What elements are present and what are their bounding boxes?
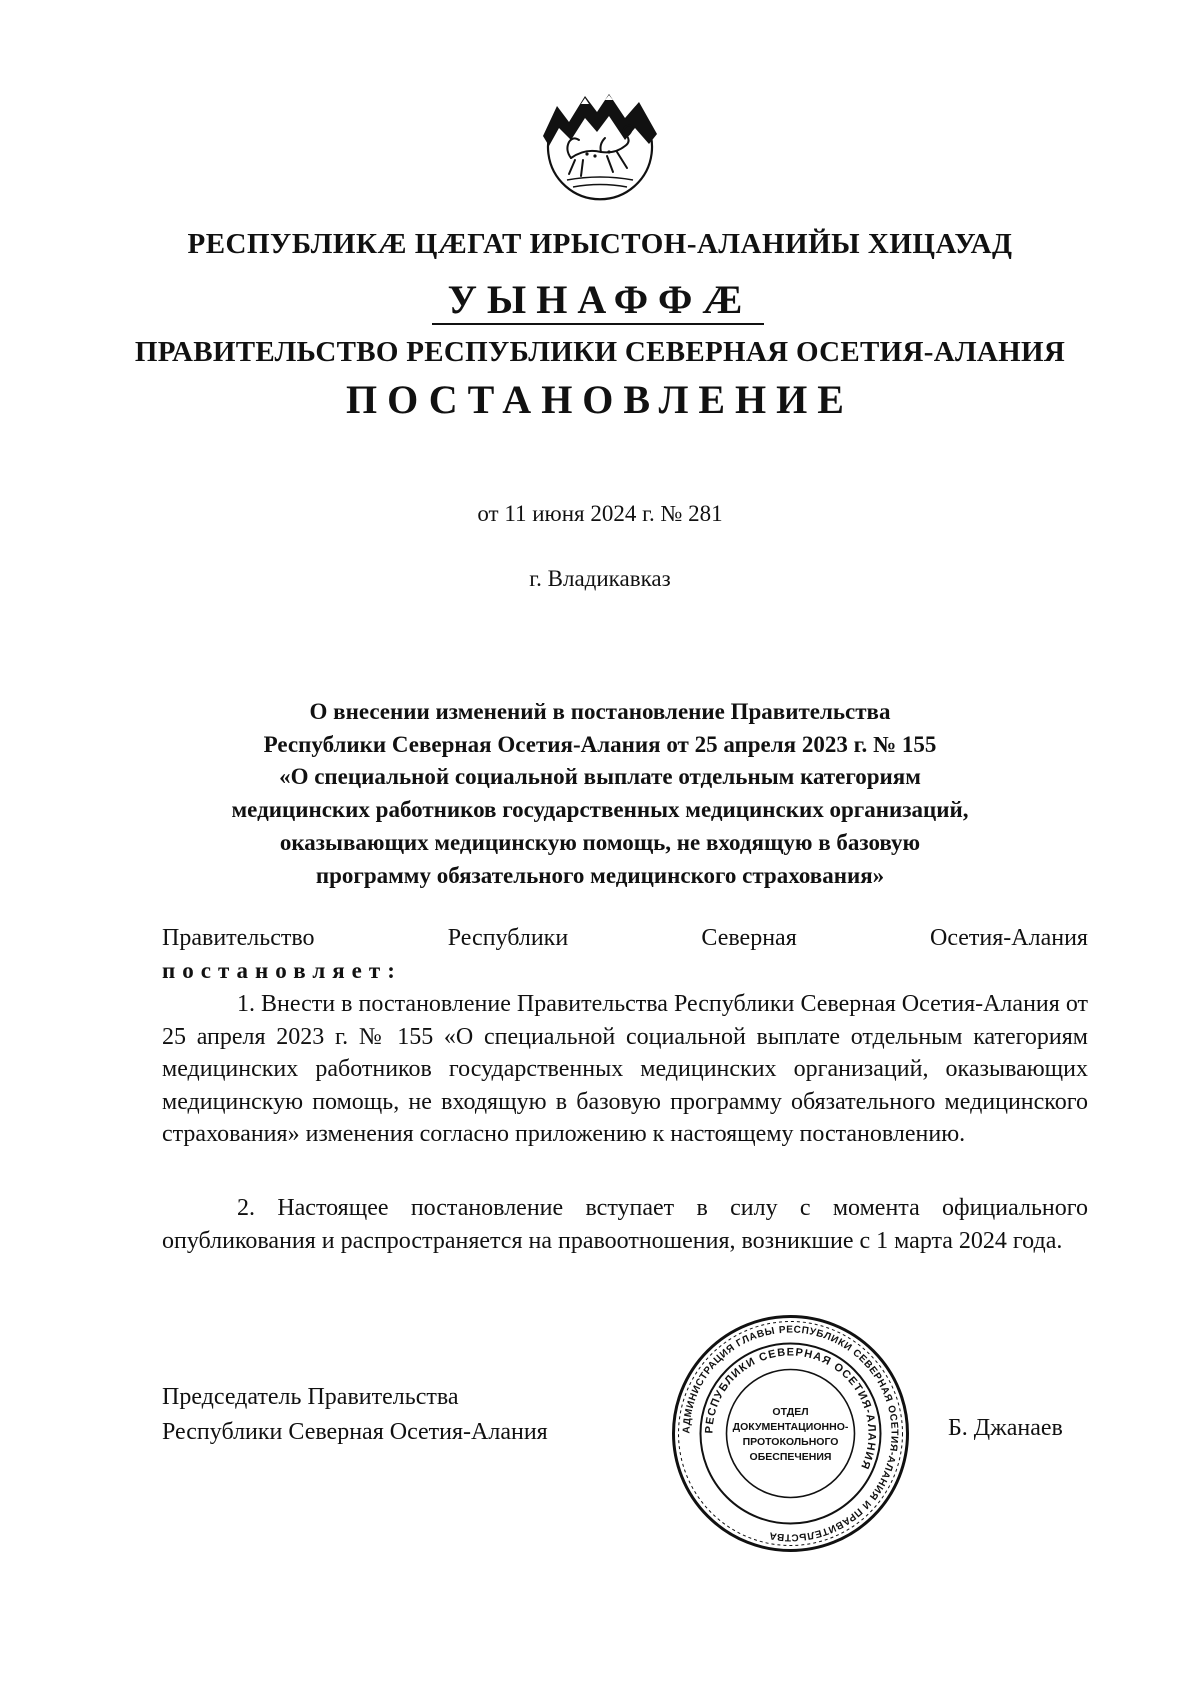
subject-line: оказывающих медицинскую помощь, не входящую в базовую [279, 829, 921, 855]
stamp-center-line: ПРОТОКОЛЬНОГО [742, 1436, 839, 1448]
document-subject [150, 696, 1050, 892]
signatory-name: Б. Джанаев [948, 1415, 1063, 1441]
preamble-word: Северная [701, 925, 797, 951]
stamp-outer-ring-text: АДМИНИСТРАЦИЯ ГЛАВЫ РЕСПУБЛИКИ СЕВЕРНАЯ ОСЕТИЯ-АЛАНИЯ И ПРАВИТЕЛЬСТВА [681, 1324, 900, 1543]
coat-of-arms-icon [535, 88, 665, 203]
stamp-center-line: ОБЕСПЕЧЕНИЯ [749, 1451, 832, 1463]
stamp-center-line: ДОКУМЕНТАЦИОННО- [732, 1421, 849, 1433]
official-stamp [668, 1311, 913, 1556]
preamble-word: Республики [447, 925, 569, 951]
subject-line: О внесении изменений в постановление Правительства [309, 699, 891, 724]
russian-government-heading: ПРАВИТЕЛЬСТВО РЕСПУБЛИКИ СЕВЕРНАЯ ОСЕТИЯ-АЛАНИЯ [134, 336, 1066, 368]
preamble-line [162, 925, 1088, 952]
subject-line: программу обязательного медицинского страхования» [315, 862, 885, 888]
resolution-verb: постановляет: [162, 958, 402, 983]
paragraph-2: 2. Настоящее постановление вступает в силу с момента официального опубликования и распространяется на правоотношения, возникшие с 1 марта 2024 года. [162, 1195, 1088, 1254]
subject-line: медицинских работников государственных медицинских организаций, [231, 797, 969, 823]
signatory-title [162, 1380, 548, 1450]
header-divider [432, 323, 764, 325]
stamp-center-line: ОТДЕЛ [772, 1406, 809, 1418]
paragraph-1: 1. Внести в постановление Правительства Республики Северная Осетия-Алания от 25 апреля 2023 г. № 155 «О специальной социальной выплате отдельным категориям медицинских работников государственных медицинских организаций, оказывающих медицинскую помощь, не входящую в базовую программу обязательного медицинского страхования» изменения согласно приложению к настоящему постановлению. [162, 991, 1088, 1148]
russian-document-type: ПОСТАНОВЛЕНИЕ [346, 377, 854, 422]
subject-line: Республики Северная Осетия-Алания от 25 апреля 2023 г. № 155 [263, 731, 937, 757]
preamble-word: Осетия-Алания [929, 925, 1088, 951]
subject-line: «О специальной социальной выплате отдельным категориям [279, 764, 921, 790]
signatory-title-line: Председатель Правительства [162, 1384, 459, 1410]
ossetian-document-type: УЫНАФФӔ [447, 277, 753, 322]
document-date-number: от 11 июня 2024 г. № 281 [477, 501, 723, 526]
document-city: г. Владикавказ [529, 566, 671, 591]
preamble-word: Правительство [162, 925, 315, 951]
ossetian-government-heading: РЕСПУБЛИКӔ ЦӔГАТ ИРЫСТОН-АЛАНИЙЫ ХИЦАУАД [187, 228, 1013, 260]
stamp-inner-ring-text: РЕСПУБЛИКИ СЕВЕРНАЯ ОСЕТИЯ-АЛАНИЯ [703, 1346, 878, 1472]
signatory-title-line: Республики Северная Осетия-Алания [162, 1419, 548, 1445]
